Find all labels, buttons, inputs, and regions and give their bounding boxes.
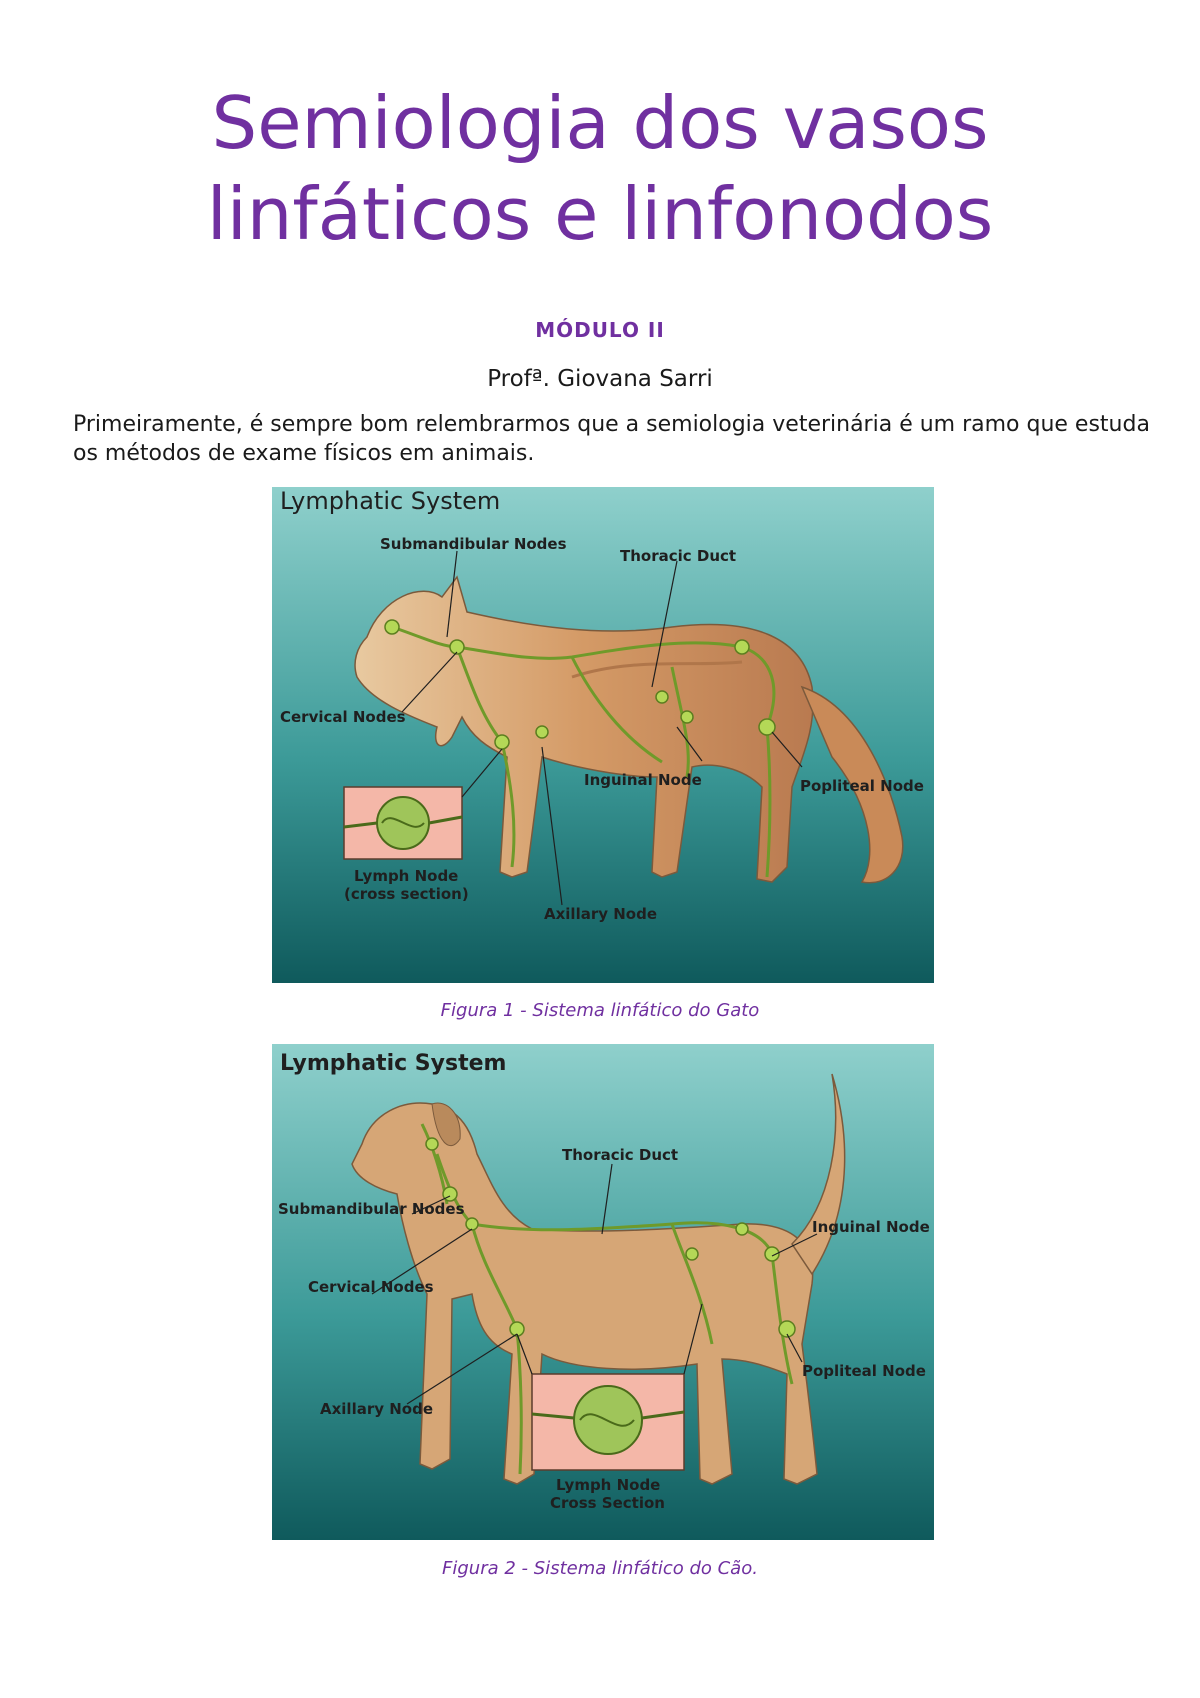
dog-label-thoracic: Thoracic Duct bbox=[562, 1146, 679, 1164]
dog-lymphatic-figure bbox=[272, 1044, 934, 1540]
cat-label-cross-section: (cross section) bbox=[344, 885, 469, 903]
cat-label-thoracic: Thoracic Duct bbox=[620, 547, 737, 565]
dog-label-popliteal: Popliteal Node bbox=[802, 1362, 926, 1380]
cat-label-popliteal: Popliteal Node bbox=[800, 777, 924, 795]
dog-lymph-node-inset bbox=[532, 1374, 684, 1470]
author-name: Profª. Giovana Sarri bbox=[487, 366, 713, 392]
dog-label-lymph-node: Lymph Node bbox=[556, 1476, 661, 1494]
dog-label-axillary: Axillary Node bbox=[320, 1400, 433, 1418]
figure-1-caption: Figura 1 - Sistema linfático do Gato bbox=[440, 1000, 760, 1021]
cat-lymphatic-illustration bbox=[272, 487, 934, 983]
document-title bbox=[0, 78, 1200, 260]
cat-label-lymph-node: Lymph Node bbox=[354, 867, 459, 885]
cat-figure-heading: Lymphatic System bbox=[280, 487, 501, 515]
dog-lymphatic-illustration bbox=[272, 1044, 934, 1540]
dog-label-cervical: Cervical Nodes bbox=[308, 1278, 434, 1296]
cat-lymph-node-inset bbox=[344, 787, 462, 859]
dog-label-cross-section: Cross Section bbox=[550, 1494, 665, 1512]
dog-label-inguinal: Inguinal Node bbox=[812, 1218, 930, 1236]
cat-label-axillary: Axillary Node bbox=[544, 905, 657, 923]
dog-label-submandibular: Submandibular Nodes bbox=[278, 1200, 465, 1218]
title-line-1: Semiologia dos vasos bbox=[211, 81, 989, 165]
intro-paragraph: Primeiramente, é sempre bom relembrarmos que a semiologia veterinária é um ramo que estuda os métodos de exame físicos em animais. bbox=[73, 412, 1150, 466]
cat-lymphatic-figure bbox=[272, 487, 934, 983]
dog-figure-heading: Lymphatic System bbox=[280, 1051, 507, 1076]
cat-label-cervical: Cervical Nodes bbox=[280, 708, 406, 726]
module-heading: MÓDULO II bbox=[535, 318, 665, 342]
title-line-2: linfáticos e linfonodos bbox=[206, 172, 994, 256]
cat-label-inguinal: Inguinal Node bbox=[584, 771, 702, 789]
cat-label-submandibular: Submandibular Nodes bbox=[380, 535, 567, 553]
figure-2-caption: Figura 2 - Sistema linfático do Cão. bbox=[442, 1558, 758, 1579]
